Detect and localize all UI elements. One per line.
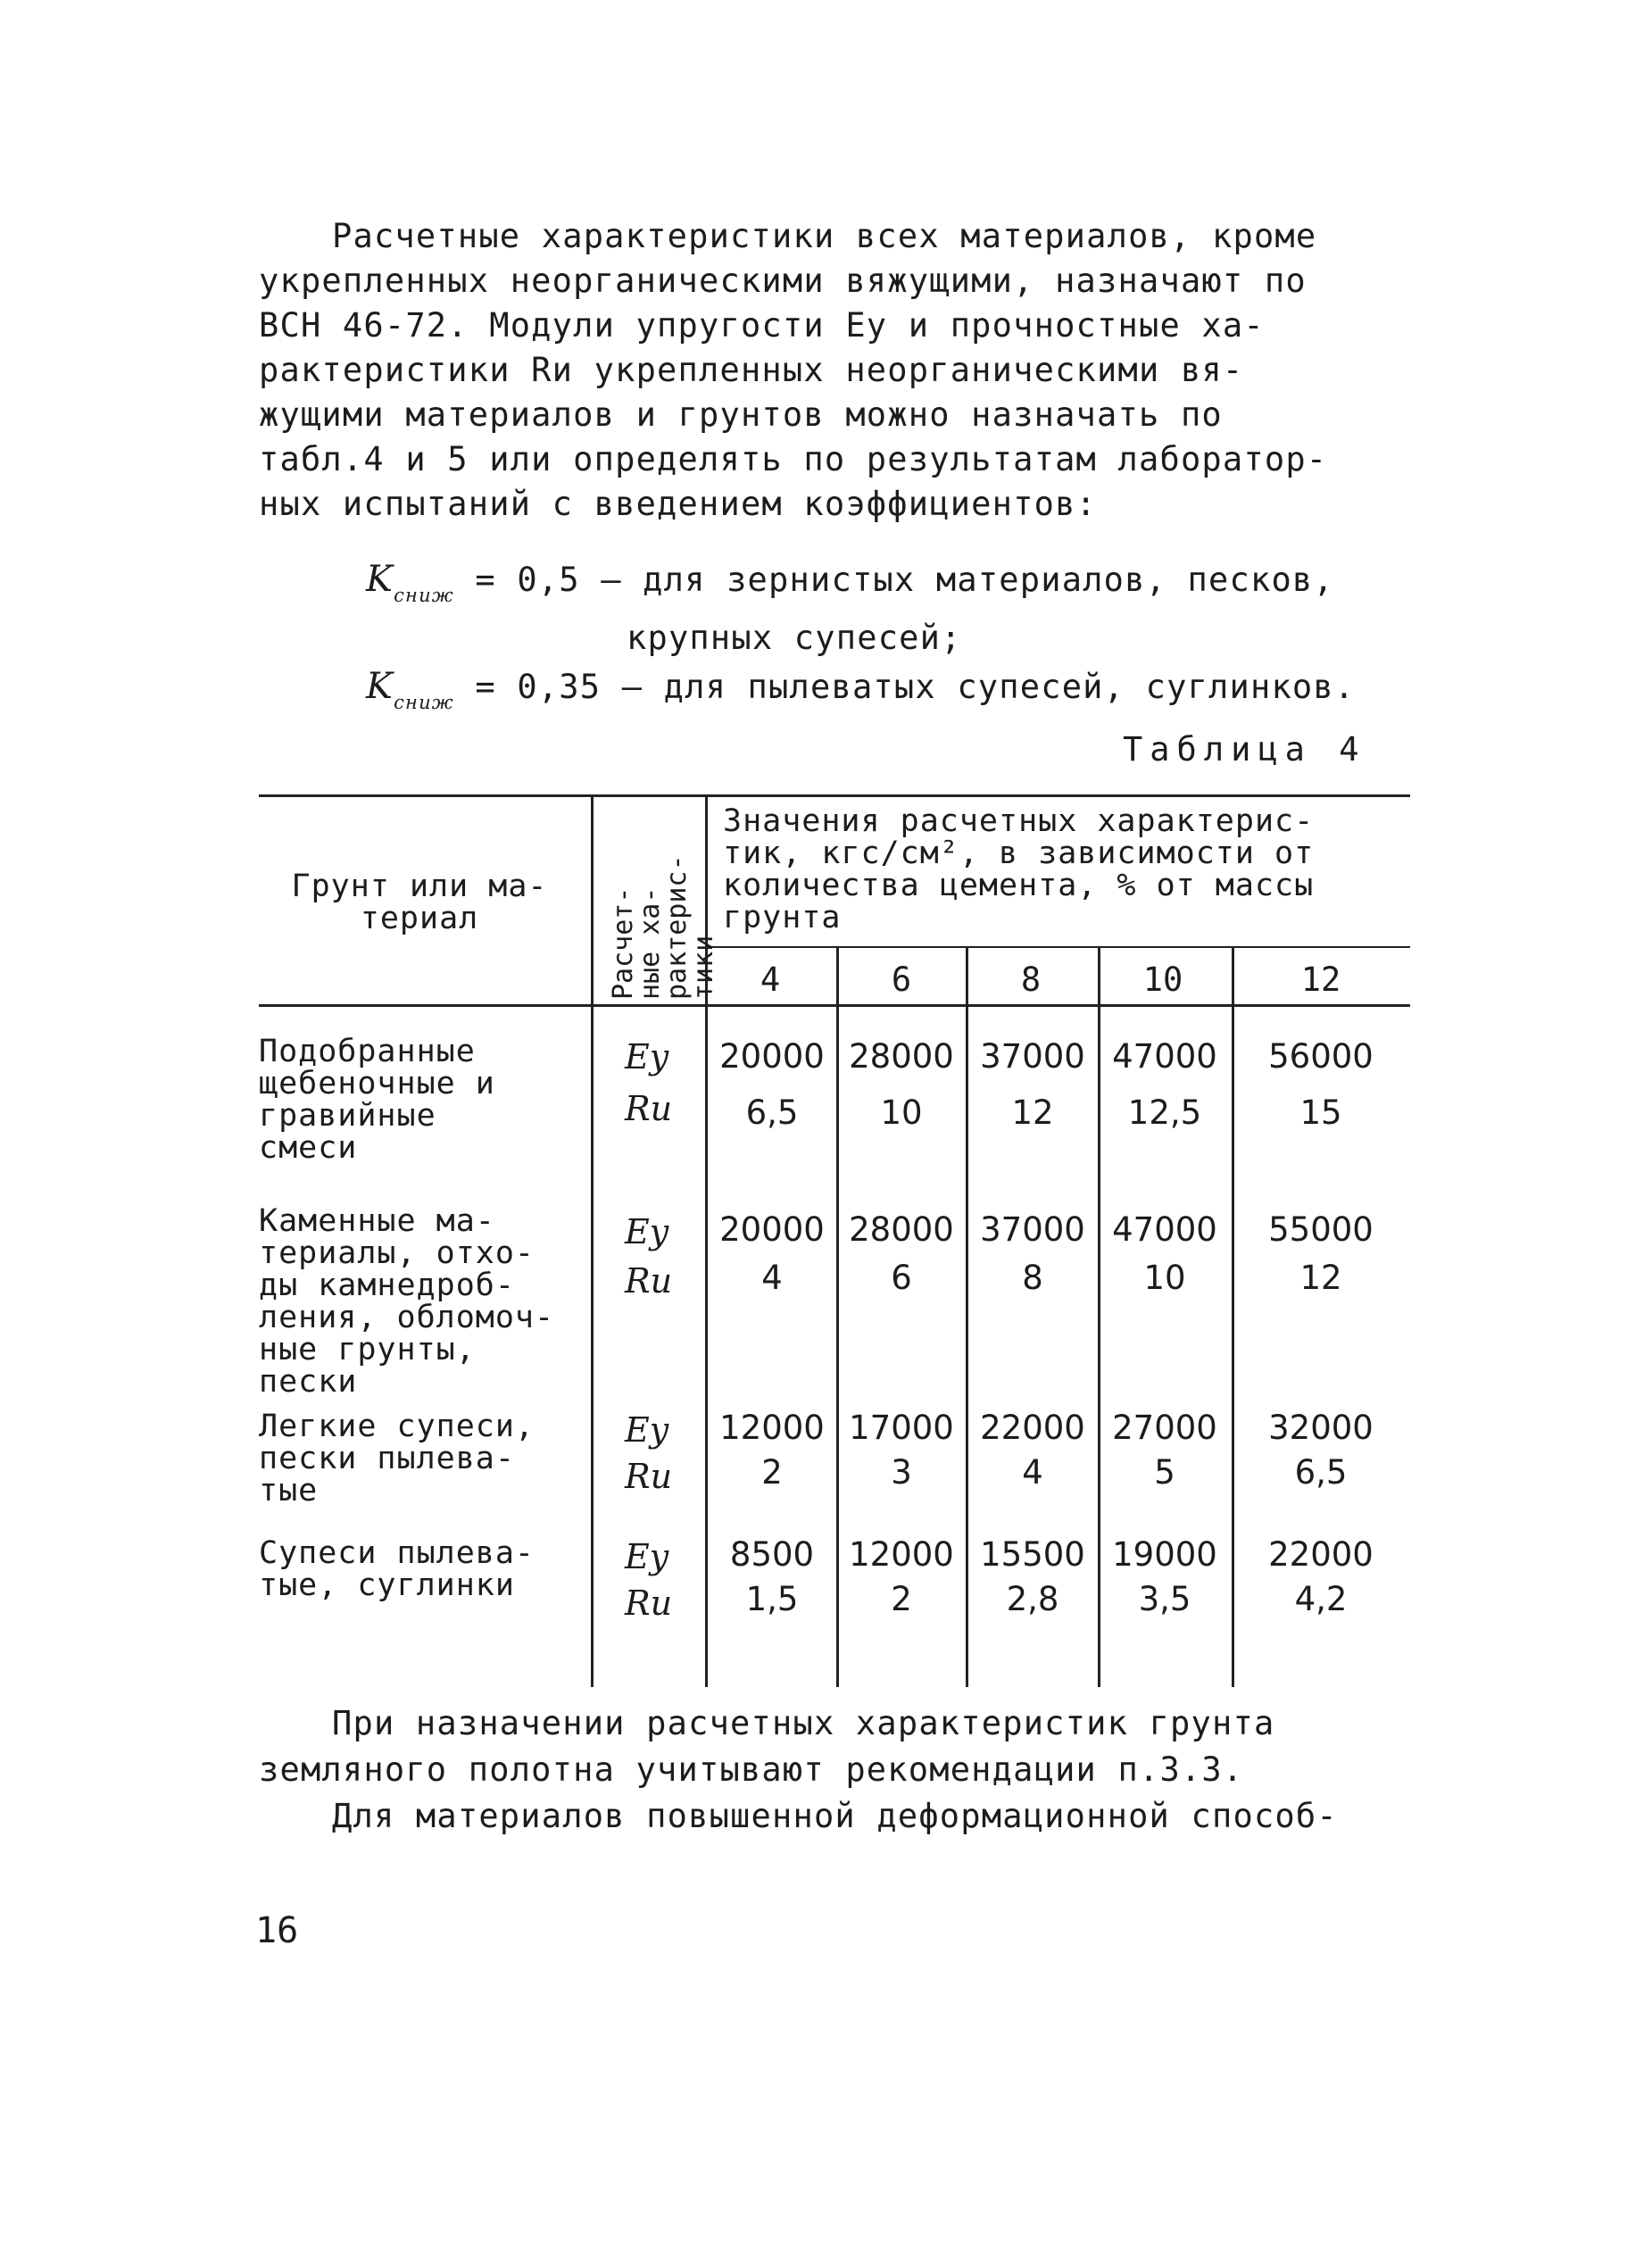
label-line: териалы, отхо-: [259, 1235, 535, 1271]
intro-line-5: жущими материалов и грунтов можно назначать по: [259, 395, 1223, 434]
label-line: ды камнедроб-: [259, 1268, 515, 1303]
table-cell: 12,5: [1127, 1093, 1202, 1132]
table-cell: 20000: [719, 1037, 825, 1076]
label-line: Подобранные: [259, 1034, 476, 1069]
table-cell: 6,5: [1294, 1453, 1348, 1492]
table-cell: 32000: [1268, 1409, 1374, 1447]
table-cell: 10: [1143, 1259, 1186, 1297]
coefficient-text: = 0,5 – для зернистых материалов, песков,: [475, 561, 1334, 599]
coefficient-1: [366, 558, 1334, 660]
table-cell: 12: [1299, 1259, 1342, 1297]
label-line: Супеси пылева-: [259, 1535, 535, 1571]
label-line: пески пылева-: [259, 1441, 515, 1476]
coefficient-symbol: K: [366, 559, 394, 600]
cement-percent-4: 4: [760, 960, 781, 999]
table-top-rule: [259, 794, 1410, 797]
table-row-label: [259, 1035, 580, 1164]
header-characteristics-text: Расчет- ные ха- рактерис- тики: [608, 854, 719, 1000]
label-line: пески: [259, 1364, 358, 1400]
coefficient-text: = 0,35 – для пылеватых супесей, суглинков.: [475, 668, 1356, 706]
intro-line-3: ВСН 46-72. Модули упругости Eу и прочностные ха-: [259, 306, 1265, 345]
table-cell: 47000: [1112, 1210, 1217, 1249]
table-cell: 5: [1154, 1453, 1175, 1492]
header-material: Грунт или ма- териал: [291, 869, 548, 936]
table-cell: 27000: [1112, 1409, 1217, 1447]
table-cell: 4: [761, 1259, 783, 1297]
table-cell: 19000: [1112, 1535, 1217, 1574]
table-cell: 55000: [1268, 1210, 1374, 1249]
header-values: [723, 805, 1410, 934]
table-cell: 20000: [719, 1210, 825, 1249]
table-cell: 47000: [1112, 1037, 1217, 1076]
intro-line-1: Расчетные характеристики всех материалов, кроме: [332, 217, 1317, 255]
label-line: ные грунты,: [259, 1332, 476, 1367]
table-cell: 28000: [849, 1037, 954, 1076]
table-cell: 15500: [980, 1535, 1085, 1574]
table-cell: 8: [1022, 1259, 1043, 1297]
symbol-e: Eу: [625, 1212, 669, 1251]
symbol-r: Rи: [625, 1261, 673, 1301]
column-divider: [966, 946, 968, 1687]
table-subheader-rule: [705, 946, 1410, 948]
table-cell: 17000: [849, 1409, 954, 1447]
coefficient-continuation: крупных супесей;: [627, 619, 962, 657]
table-row-label: [259, 1410, 580, 1507]
data-table: [259, 794, 1410, 1687]
label-line: тые, суглинки: [259, 1567, 515, 1603]
table-cell: 10: [880, 1093, 923, 1132]
intro-line-2: укрепленных неорганическими вяжущими, назначают по: [259, 262, 1307, 300]
table-cell: 6,5: [745, 1093, 799, 1132]
symbol-r: Rи: [625, 1457, 673, 1496]
label-line: щебеночные и: [259, 1066, 495, 1101]
label-line: Легкие супеси,: [259, 1409, 535, 1444]
table-cell: 22000: [1268, 1535, 1374, 1574]
coefficient-subscript: сниж: [394, 692, 454, 713]
table-cell: 4: [1022, 1453, 1043, 1492]
table-cell: 8500: [729, 1535, 815, 1574]
symbol-r: Rи: [625, 1584, 673, 1623]
coefficient-2: [366, 665, 1355, 724]
symbol-e: Eу: [625, 1037, 669, 1076]
table-row-label: [259, 1537, 580, 1601]
page-number: 16: [255, 1910, 299, 1951]
table-cell: 28000: [849, 1210, 954, 1249]
after-line-2: земляного полотна учитывают рекомендации п.3.3.: [259, 1750, 1244, 1789]
label-line: Каменные ма-: [259, 1203, 495, 1239]
cement-percent-12: 12: [1300, 960, 1341, 999]
intro-line-7: ных испытаний с введением коэффициентов:: [259, 485, 1098, 523]
coefficient-symbol: K: [366, 666, 394, 707]
after-line-3: Для материалов повышенной деформационной способ-: [332, 1797, 1338, 1835]
header-values-line-2: тик, кгс/см², в зависимости от: [723, 835, 1315, 871]
table-cell: 6: [891, 1259, 912, 1297]
table-cell: 2: [891, 1580, 912, 1618]
cement-percent-6: 6: [891, 960, 912, 999]
label-line: гравийные: [259, 1098, 436, 1134]
table-cell: 37000: [980, 1210, 1085, 1249]
intro-line-6: табл.4 и 5 или определять по результатам лаборатор-: [259, 440, 1328, 478]
cement-percent-10: 10: [1142, 960, 1183, 999]
header-characteristics: [591, 803, 719, 1000]
label-line: смеси: [259, 1130, 358, 1166]
table-cell: 56000: [1268, 1037, 1374, 1076]
table-cell: 12: [1011, 1093, 1054, 1132]
label-line: тые: [259, 1473, 319, 1509]
label-line: ления, обломоч-: [259, 1300, 555, 1335]
coefficient-subscript: сниж: [394, 585, 454, 606]
table-cell: 12000: [849, 1535, 954, 1574]
column-divider: [1098, 946, 1100, 1687]
intro-line-4: рактеристики Rи укрепленных неорганическими вя-: [259, 351, 1244, 389]
table-cell: 3,5: [1138, 1580, 1191, 1618]
symbol-e: Eу: [625, 1410, 669, 1450]
table-cell: 4,2: [1294, 1580, 1348, 1618]
column-divider: [1232, 946, 1234, 1687]
table-cell: 1,5: [745, 1580, 799, 1618]
table-cell: 22000: [980, 1409, 1085, 1447]
table-cell: 2,8: [1006, 1580, 1059, 1618]
table-row-label: [259, 1205, 580, 1398]
symbol-r: Rи: [625, 1089, 673, 1128]
table-cell: 3: [891, 1453, 912, 1492]
intro-paragraph: [259, 214, 1410, 527]
after-paragraph: [259, 1700, 1410, 1840]
table-cell: 37000: [980, 1037, 1085, 1076]
after-line-1: При назначении расчетных характеристик грунта: [332, 1704, 1275, 1742]
cement-percent-8: 8: [1020, 960, 1042, 999]
header-values-line-3: количества цемента, % от массы: [723, 868, 1315, 903]
table-cell: 2: [761, 1453, 783, 1492]
table-cell: 15: [1299, 1093, 1342, 1132]
symbol-e: Eу: [625, 1537, 669, 1576]
header-values-line-4: грунта: [723, 900, 842, 935]
table-caption: Таблица 4: [1123, 730, 1366, 769]
header-values-line-1: Значения расчетных характерис-: [723, 803, 1315, 839]
table-cell: 12000: [719, 1409, 825, 1447]
table-header-rule: [259, 1004, 1410, 1007]
